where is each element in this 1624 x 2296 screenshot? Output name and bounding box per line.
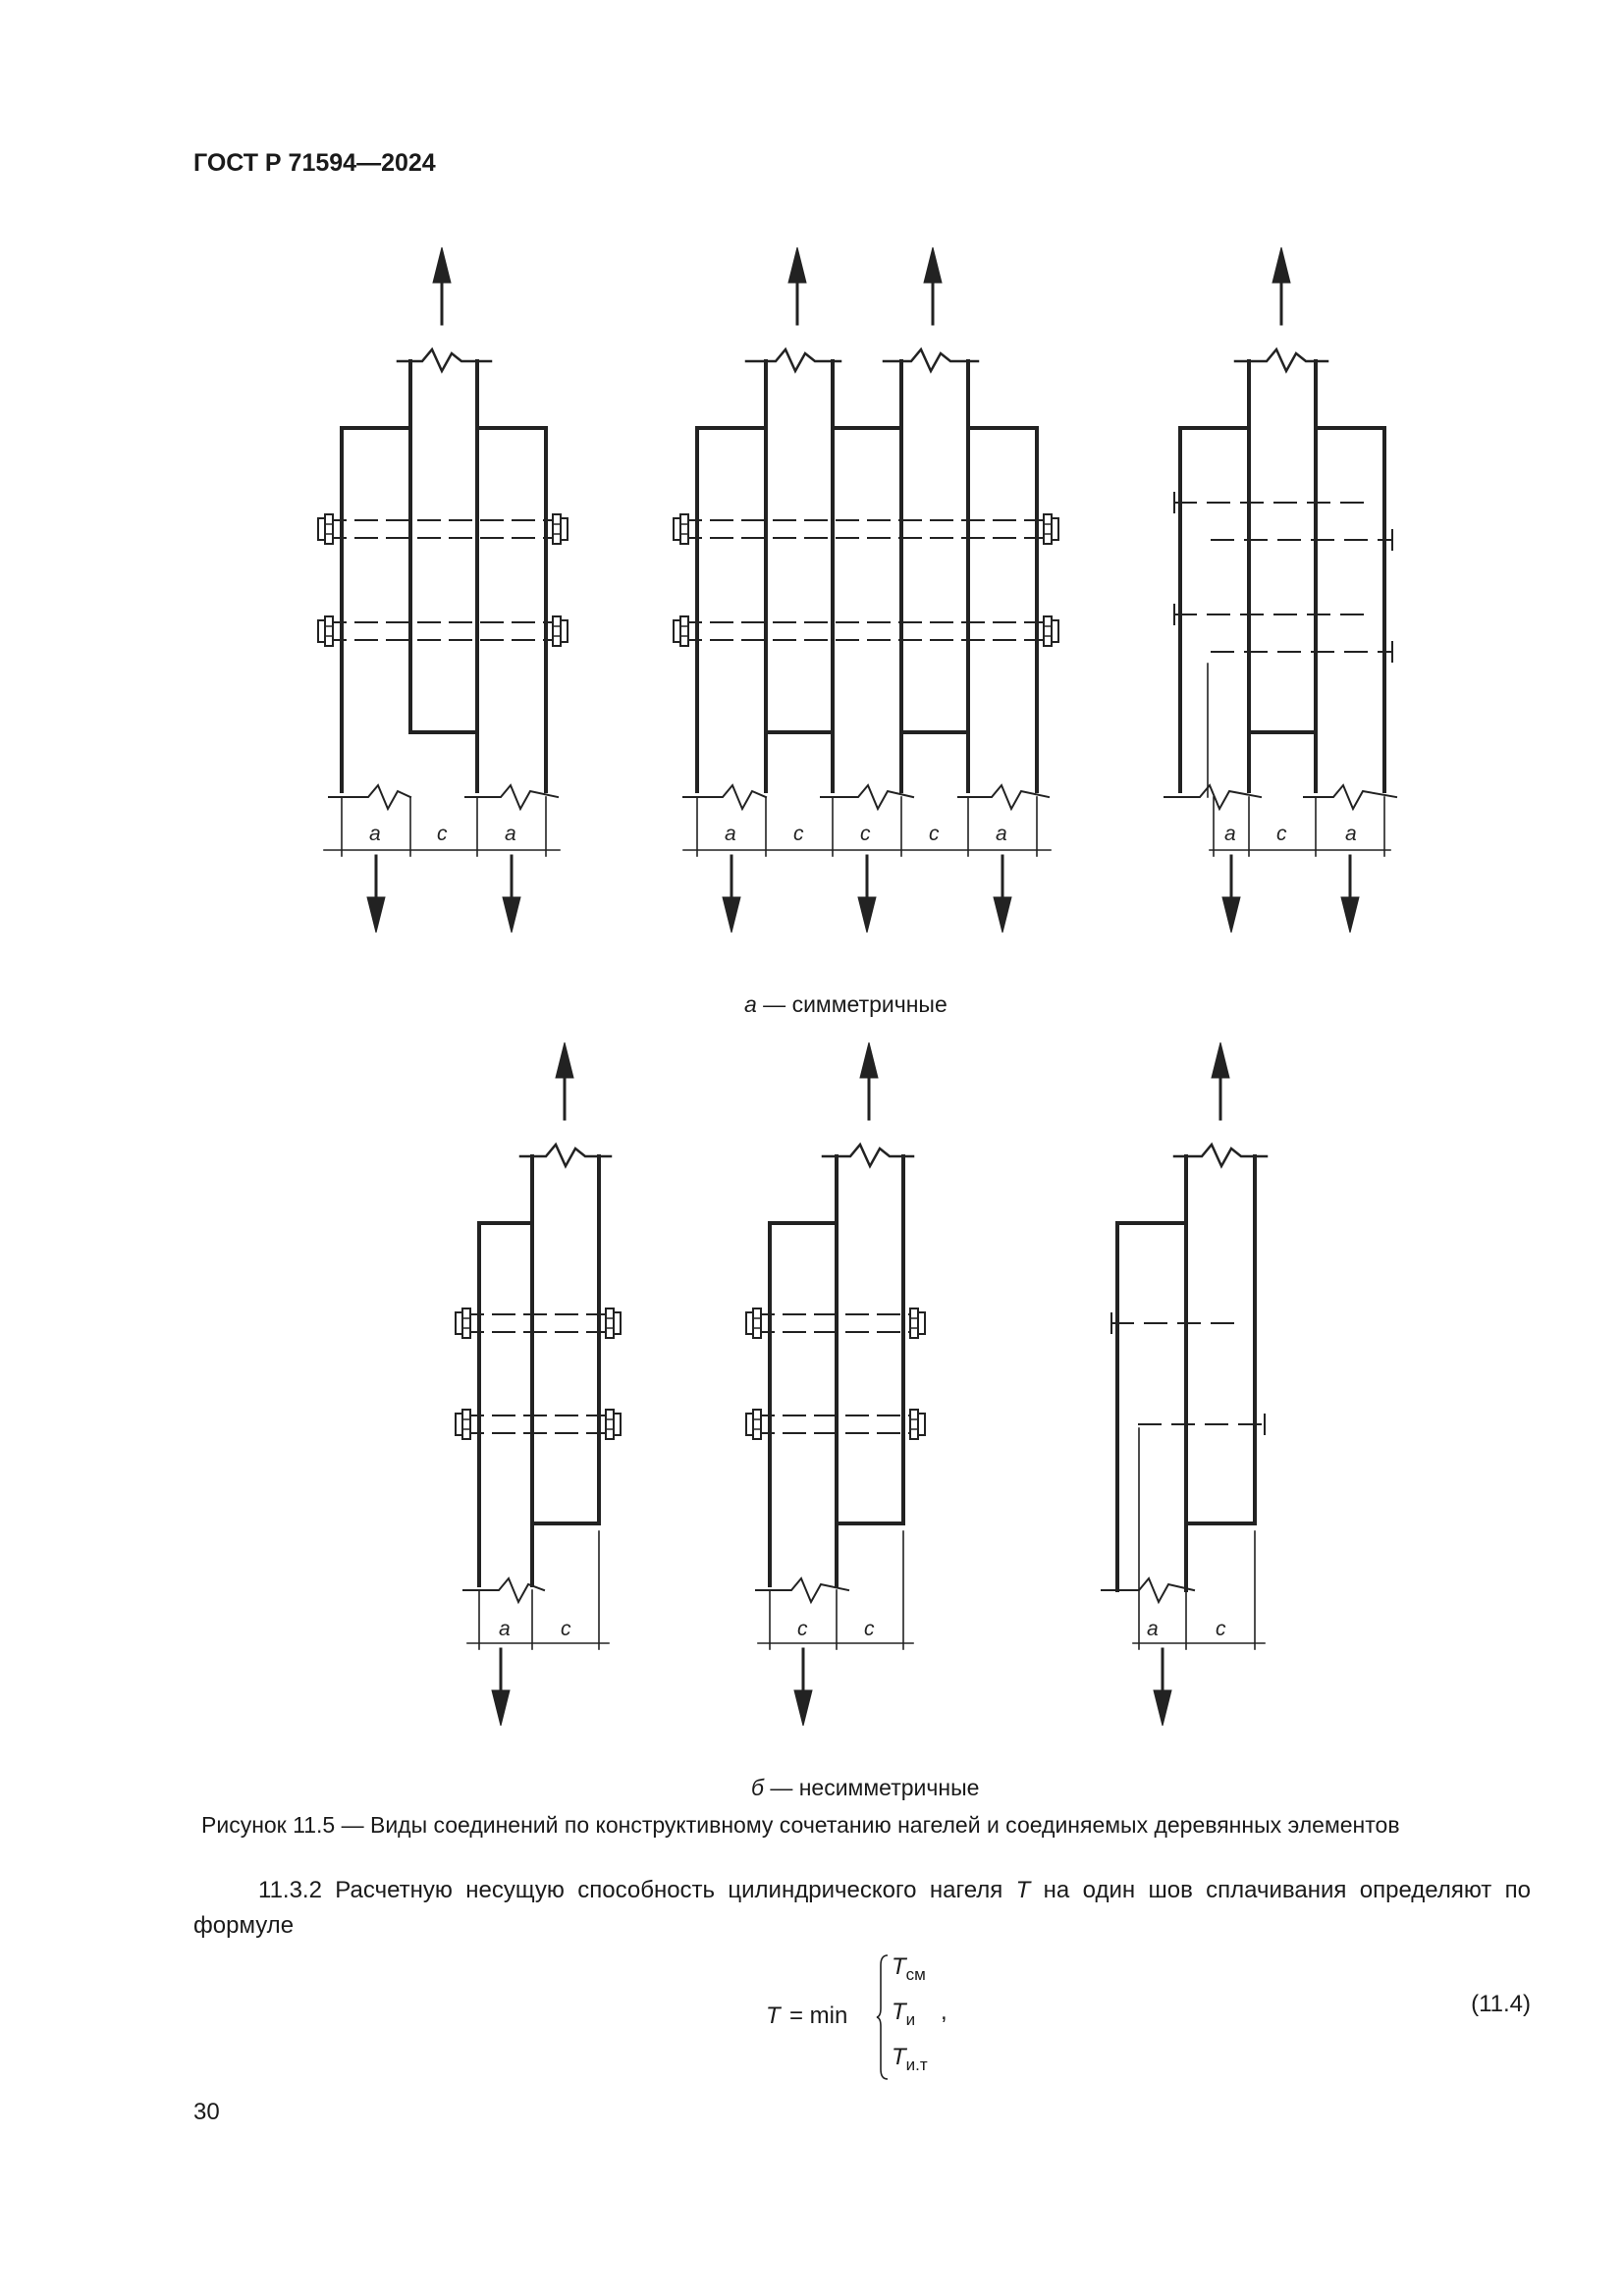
dim-label-a: a (505, 823, 516, 845)
subcaption-a: а — симметричные (744, 991, 947, 1017)
dim-label-c: c (1276, 823, 1287, 845)
dim-label-a: a (996, 823, 1007, 845)
paragraph-11-3-2: 11.3.2 Расчетную несущую способность цилиндрического нагеля T на один шов сплачивания определяют по формуле (193, 1877, 1531, 1939)
document-header: ГОСТ Р 71594—2024 (193, 149, 436, 177)
dim-label-c: c (929, 823, 940, 845)
diagram-b3 (1102, 1042, 1267, 1726)
formula-11-4: T = min $T_{см}$ $T_и$ , $T_{и.т}$ (766, 1953, 962, 2081)
dim-label-c: c (860, 823, 871, 845)
dim-label-c: c (864, 1618, 875, 1640)
dim-label-a: a (1345, 823, 1357, 845)
dim-label-a: a (1224, 823, 1236, 845)
diagram-b1 (456, 1042, 621, 1726)
dim-label-a: a (499, 1618, 511, 1640)
dim-label-a: a (369, 823, 381, 845)
diagram-b2 (746, 1042, 925, 1726)
figure-caption: Рисунок 11.5 — Виды соединений по конструктивному сочетанию нагелей и соединяемых деревянных элементов (201, 1812, 1400, 1838)
dim-label-a: a (1147, 1618, 1159, 1640)
subcaption-b: б — несимметричные (751, 1775, 980, 1800)
dim-label-c: c (1216, 1618, 1226, 1640)
dim-label-c: c (561, 1618, 571, 1640)
equation-number: (11.4) (1471, 1991, 1531, 2017)
page-number: 30 (193, 2099, 220, 2125)
dim-label-c: c (797, 1618, 808, 1640)
dim-label-c: c (437, 823, 448, 845)
dim-label-a: a (725, 823, 736, 845)
dim-label-c: c (793, 823, 804, 845)
